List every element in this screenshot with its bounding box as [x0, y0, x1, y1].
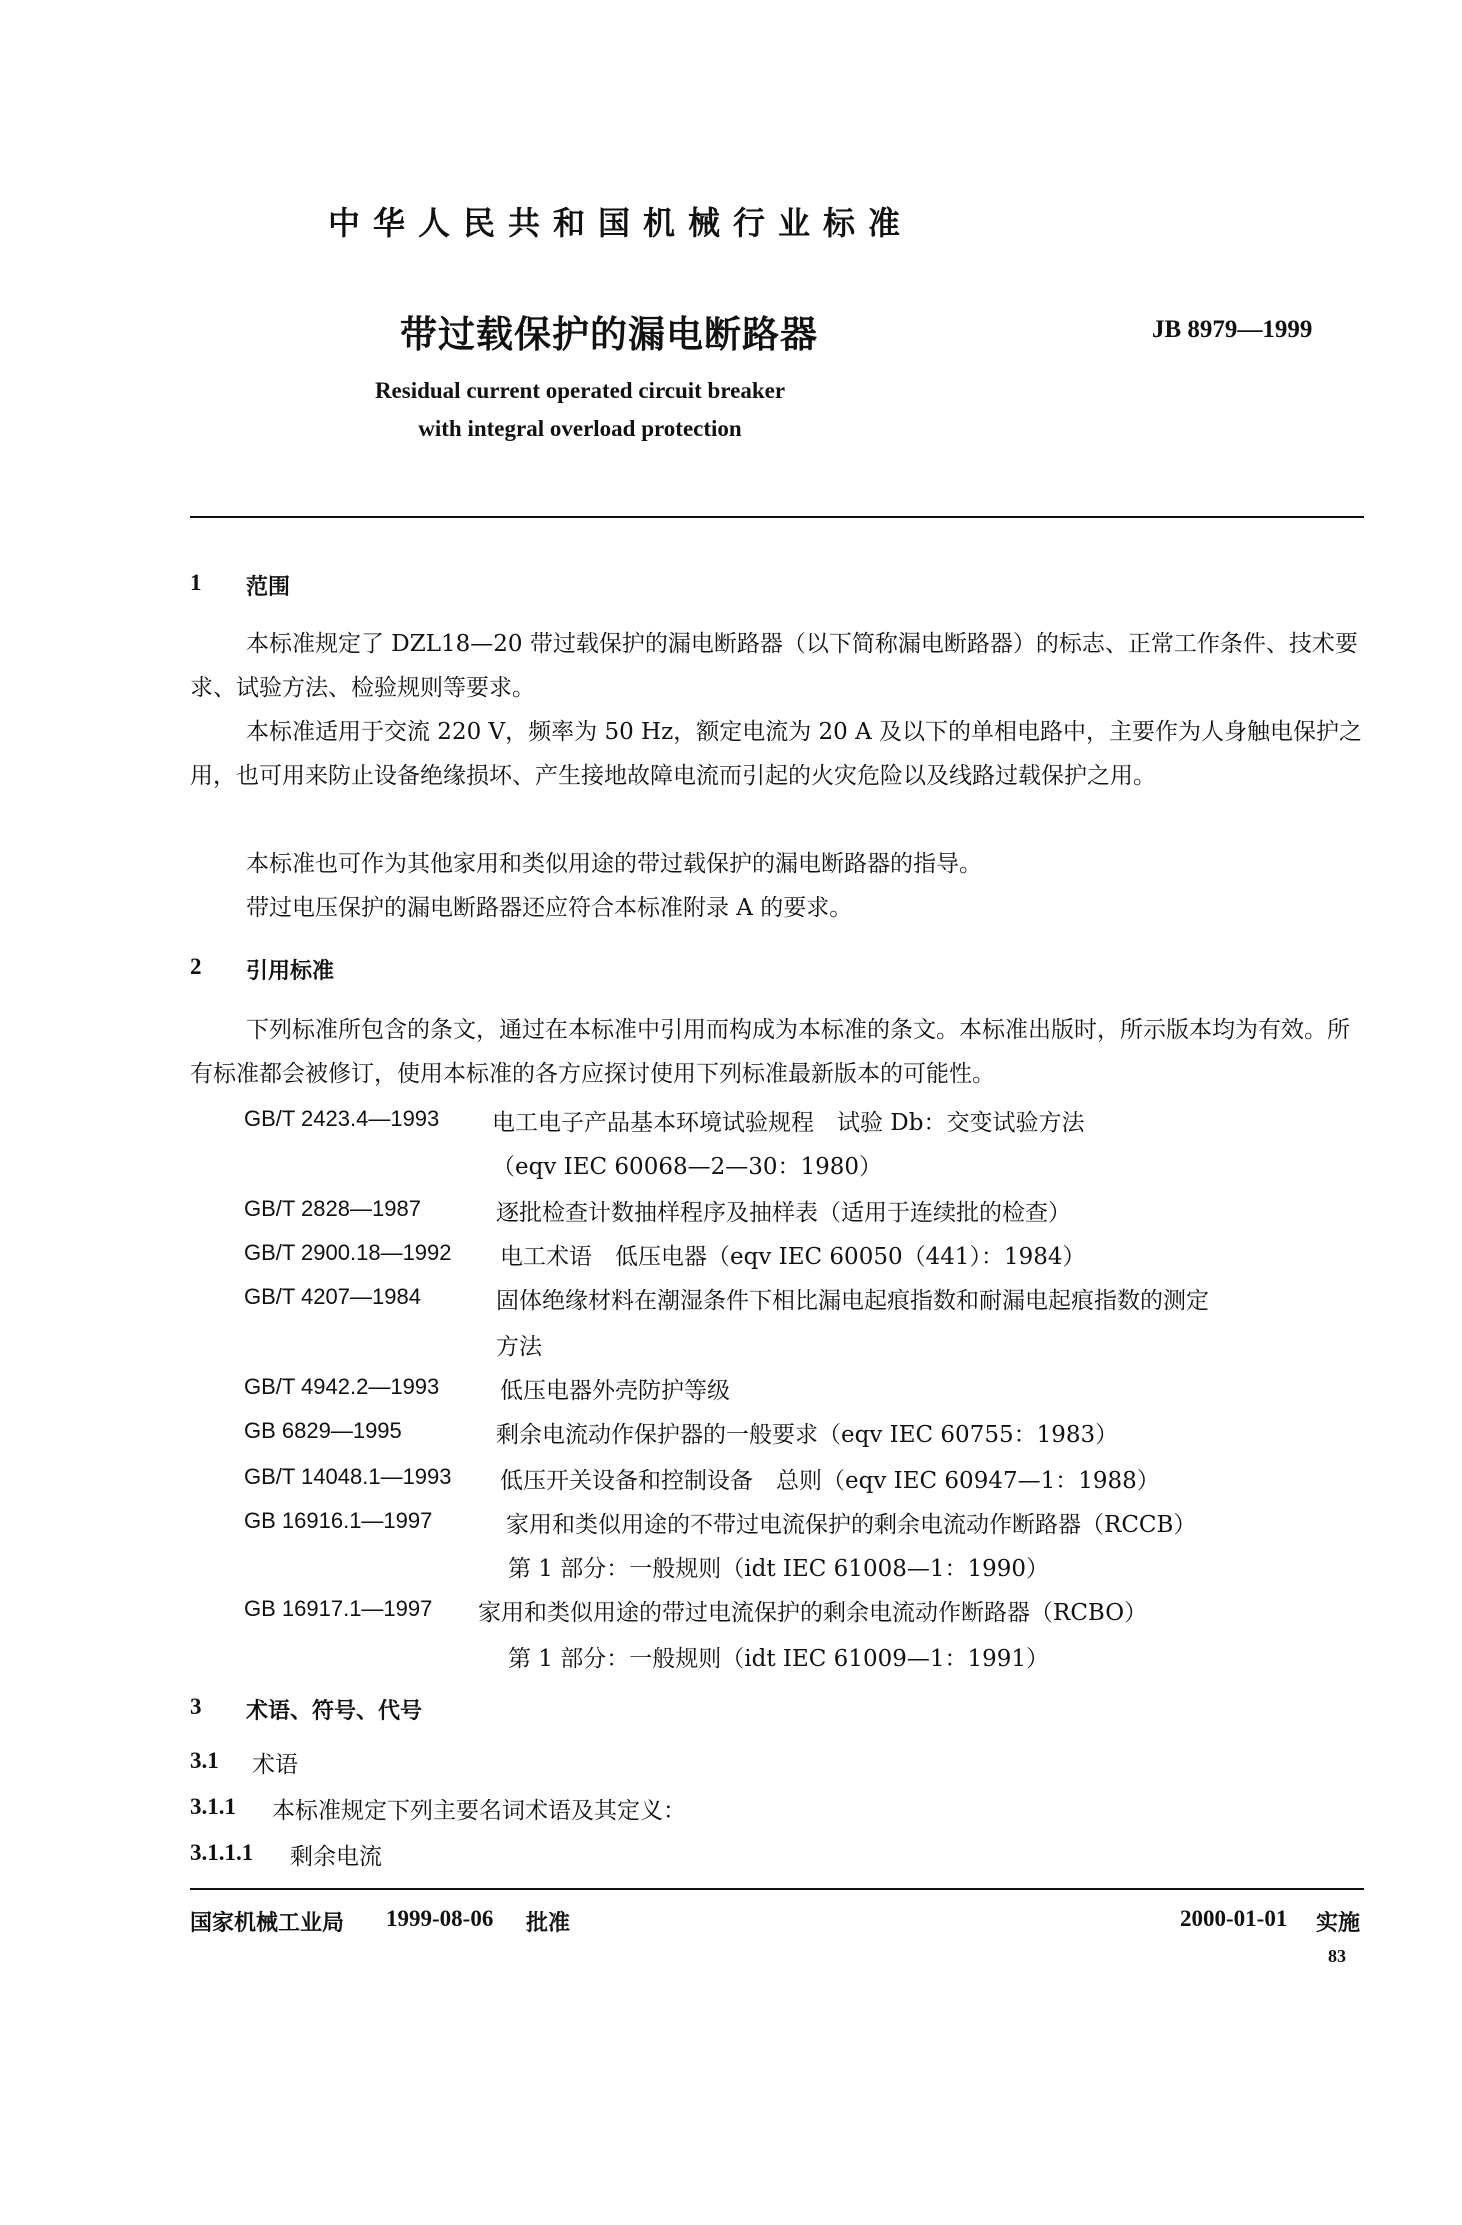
ref-code: GB/T 4207—1984 — [244, 1284, 421, 1309]
footer-rule — [190, 1888, 1364, 1890]
approval-date: 1999-08-06 — [386, 1906, 494, 1931]
subsection-text: 本标准规定下列主要名词术语及其定义： — [272, 1798, 686, 1824]
ref-title-cont: 第 1 部分：一般规则（idt IEC 61008—1：1990） — [508, 1556, 1050, 1582]
standard-number: JB 8979—1999 — [1152, 316, 1313, 343]
section-title: 引用标准 — [246, 959, 335, 984]
ref-code: GB 16916.1—1997 — [244, 1508, 433, 1533]
subsection-number: 3.1 — [190, 1748, 219, 1773]
english-title-line2: with integral overload protection — [418, 416, 742, 441]
english-title-line1: Residual current operated circuit breaker — [374, 378, 786, 403]
section-number: 1 — [190, 570, 202, 595]
paragraph: 本标准规定了 DZL18—20 带过载保护的漏电断路器（以下简称漏电断路器）的标志、正常工作条件、技术要求、试验方法、检验规则等要求。 — [190, 631, 1358, 701]
ref-title: 家用和类似用途的带过电流保护的剩余电流动作断路器（RCBO） — [478, 1600, 1148, 1626]
ref-code: GB/T 2423.4—1993 — [244, 1106, 440, 1131]
issuing-authority: 中华人民共和国机械行业标准 — [328, 204, 914, 242]
section-number: 3 — [190, 1694, 202, 1719]
subsection-number: 3.1.1.1 — [190, 1840, 254, 1865]
paragraph: 带过电压保护的漏电断路器还应符合本标准附录 A 的要求。 — [246, 895, 853, 921]
ref-title: 低压开关设备和控制设备 总则（eqv IEC 60947—1：1988） — [500, 1468, 1160, 1494]
page-number: 83 — [1328, 1946, 1346, 1966]
subsection-number: 3.1.1 — [190, 1794, 236, 1819]
section-number: 2 — [190, 954, 202, 979]
ref-code: GB/T 14048.1—1993 — [244, 1464, 452, 1489]
ref-title: 逐批检查计数抽样程序及抽样表（适用于连续批的检查） — [496, 1200, 1071, 1226]
ref-code: GB 6829—1995 — [244, 1418, 402, 1443]
approval-authority: 国家机械工业局 — [190, 1911, 345, 1936]
ref-code: GB 16917.1—1997 — [244, 1596, 433, 1621]
ref-title: 电工术语 低压电器（eqv IEC 60050（441）：1984） — [500, 1244, 1086, 1270]
section-title: 范围 — [246, 575, 291, 600]
ref-code: GB/T 2900.18—1992 — [244, 1240, 452, 1265]
document-title: 带过载保护的漏电断路器 — [400, 313, 818, 356]
ref-title: 固体绝缘材料在潮湿条件下相比漏电起痕指数和耐漏电起痕指数的测定 — [496, 1288, 1209, 1314]
approval-label: 批准 — [526, 1911, 571, 1936]
section-title: 术语、符号、代号 — [246, 1699, 423, 1724]
implementation-label: 实施 — [1316, 1911, 1361, 1936]
ref-code: GB/T 4942.2—1993 — [244, 1374, 440, 1399]
header-rule — [190, 516, 1364, 518]
ref-title-cont: 第 1 部分：一般规则（idt IEC 61009—1：1991） — [508, 1646, 1050, 1672]
subsection-title: 剩余电流 — [290, 1844, 382, 1870]
paragraph: 本标准适用于交流 220 V，频率为 50 Hz，额定电流为 20 A 及以下的单相电路中，主要作为人身触电保护之用，也可用来防止设备绝缘损坏、产生接地故障电流而引起的火灾危险以及线路过载保护之用。 — [190, 719, 1363, 789]
implementation-date: 2000-01-01 — [1180, 1906, 1288, 1931]
ref-title: 剩余电流动作保护器的一般要求（eqv IEC 60755：1983） — [496, 1422, 1119, 1448]
ref-title-cont: 方法 — [496, 1334, 542, 1360]
ref-code: GB/T 2828—1987 — [244, 1196, 421, 1221]
ref-title: 低压电器外壳防护等级 — [500, 1378, 730, 1404]
subsection-title: 术语 — [252, 1752, 298, 1778]
paragraph: 下列标准所包含的条文，通过在本标准中引用而构成为本标准的条文。本标准出版时，所示版本均为有效。所有标准都会被修订，使用本标准的各方应探讨使用下列标准最新版本的可能性。 — [190, 1017, 1350, 1087]
ref-title: 电工电子产品基本环境试验规程 试验 Db：交变试验方法 — [492, 1110, 1085, 1136]
paragraph: 本标准也可作为其他家用和类似用途的带过载保护的漏电断路器的指导。 — [246, 851, 982, 877]
ref-title: 家用和类似用途的不带过电流保护的剩余电流动作断路器（RCCB） — [506, 1512, 1197, 1538]
ref-title-cont: （eqv IEC 60068—2—30：1980） — [492, 1154, 883, 1180]
